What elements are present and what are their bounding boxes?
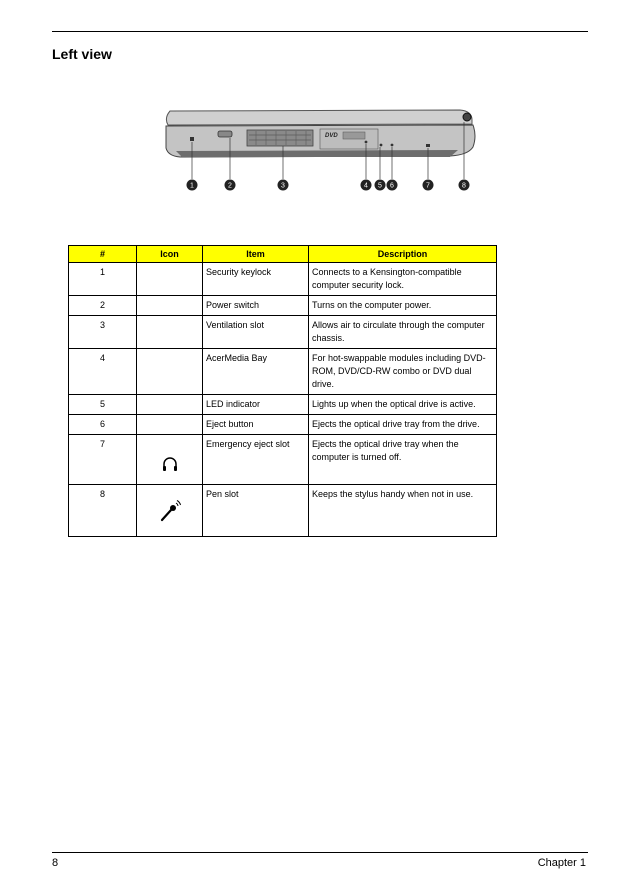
row-number: 3 [69, 316, 137, 349]
callout-3-label: 3 [281, 182, 285, 190]
callout-5-label: 5 [378, 182, 382, 190]
footer-rule [52, 852, 588, 853]
row-description: Turns on the computer power. [309, 296, 497, 316]
table-row [69, 263, 497, 296]
row-number: 8 [69, 485, 137, 537]
table-row [69, 415, 497, 435]
callout-1-label: 1 [190, 182, 194, 190]
chapter-label: Chapter 1 [537, 857, 586, 869]
header-description: Description [309, 246, 497, 263]
row-item: Ventilation slot [203, 316, 309, 349]
row-item: LED indicator [203, 395, 309, 415]
callout-2-label: 2 [228, 182, 232, 190]
table-row [69, 349, 497, 395]
power-switch [218, 131, 232, 137]
table-header-row [69, 246, 497, 263]
row-item: Emergency eject slot [203, 435, 309, 485]
dvd-label: DVD [325, 133, 338, 139]
row-number: 7 [69, 435, 137, 485]
laptop-left-view-illustration [150, 100, 495, 200]
row-description: Connects to a Kensington-compatible computer security lock. [309, 263, 497, 296]
header-icon: Icon [137, 246, 203, 263]
row-icon-cell [137, 415, 203, 435]
section-title: Left view [52, 46, 112, 62]
header-item: Item [203, 246, 309, 263]
row-description: Ejects the optical drive tray from the drive. [309, 415, 497, 435]
row-description: Allows air to circulate through the computer chassis. [309, 316, 497, 349]
row-icon-cell [137, 395, 203, 415]
row-icon-cell [137, 435, 203, 485]
left-view-table [68, 245, 497, 537]
row-number: 5 [69, 395, 137, 415]
table-row [69, 485, 497, 537]
row-number: 4 [69, 349, 137, 395]
row-item: Security keylock [203, 263, 309, 296]
row-number: 2 [69, 296, 137, 316]
row-description: For hot-swappable modules including DVD-ROM, DVD/CD-RW combo or DVD dual drive. [309, 349, 497, 395]
row-item: Eject button [203, 415, 309, 435]
row-icon-cell [137, 485, 203, 537]
row-number: 1 [69, 263, 137, 296]
table-row [69, 395, 497, 415]
callout-8-label: 8 [462, 182, 466, 190]
row-number: 6 [69, 415, 137, 435]
callout-4-label: 4 [364, 182, 368, 190]
table-row [69, 435, 497, 485]
row-description: Keeps the stylus handy when not in use. [309, 485, 497, 537]
header-number: # [69, 246, 137, 263]
callout-6-label: 6 [390, 182, 394, 190]
row-icon-cell [137, 263, 203, 296]
row-icon-cell [137, 349, 203, 395]
row-item: Pen slot [203, 485, 309, 537]
row-description: Ejects the optical drive tray when the computer is turned off. [309, 435, 497, 485]
row-item: AcerMedia Bay [203, 349, 309, 395]
table-row [69, 296, 497, 316]
pen-slot [463, 113, 471, 121]
row-icon-cell [137, 316, 203, 349]
row-description: Lights up when the optical drive is active. [309, 395, 497, 415]
top-rule [52, 31, 588, 32]
laptop-left-view-figure [150, 100, 495, 200]
callout-7-label: 7 [426, 182, 430, 190]
page-number: 8 [52, 857, 59, 869]
security-keylock-port [190, 137, 194, 141]
row-item: Power switch [203, 296, 309, 316]
row-icon-cell [137, 296, 203, 316]
microphone-icon [159, 499, 181, 523]
headphones-icon [161, 455, 179, 473]
table-row [69, 316, 497, 349]
